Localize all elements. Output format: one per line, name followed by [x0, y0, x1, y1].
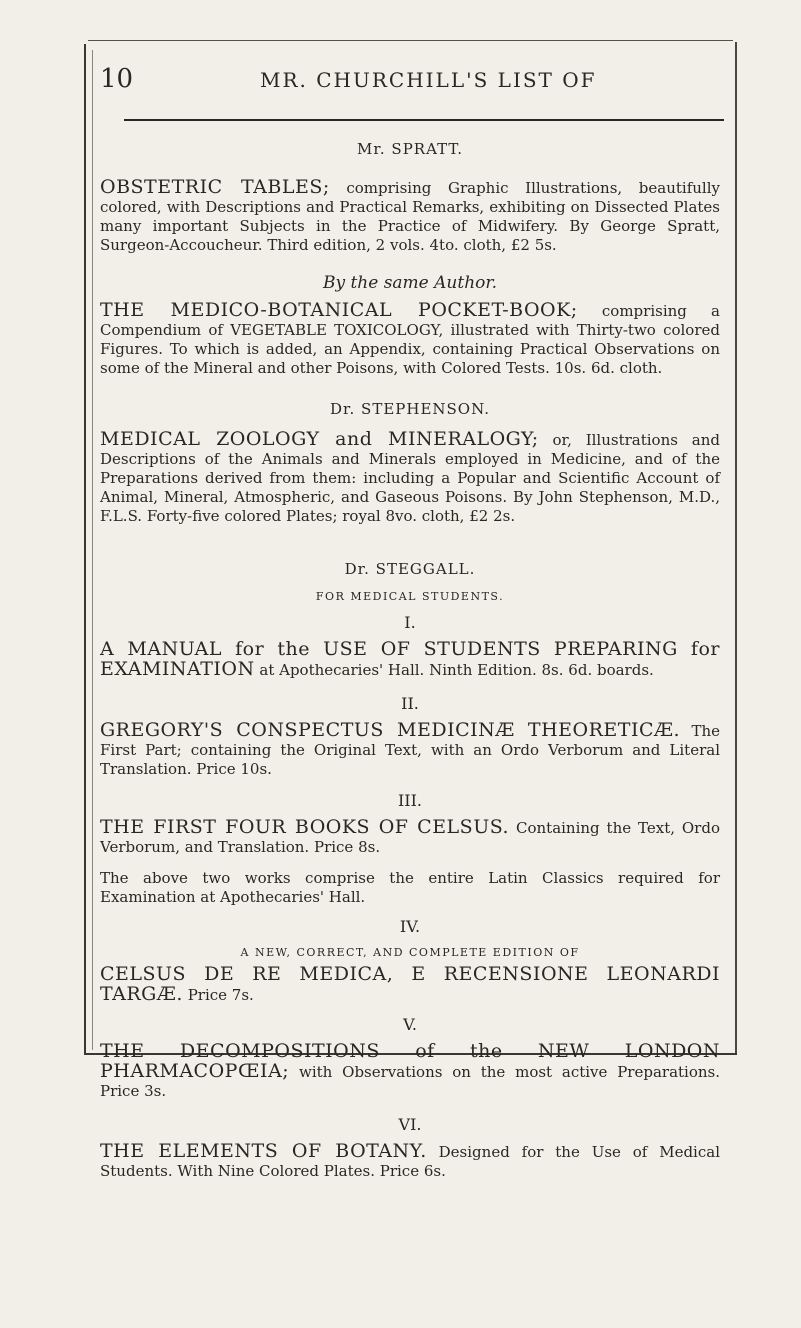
running-head: MR. CHURCHILL'S LIST OF — [260, 68, 597, 92]
entry-text: Designed for the Use of Medical Students. With Nine Colored Plates. Price 6s. — [100, 1143, 720, 1180]
entry-text: or, Illustrations and Descriptions of the Animals and Minerals employed in Medicine, and of the Preparations derived from them: including a Popular and Scientific Account of Animal, Mineral, Atmospheric, and Gaseous Poisons. By John Stephenson, M.D., F.L.S. Forty-five colored Plates; royal 8vo. cloth, £2 2s. — [100, 431, 721, 525]
entry-title: OBSTETRIC TABLES; — [100, 176, 330, 198]
item-numeral: II. — [401, 694, 419, 713]
frame-top-rule — [88, 40, 733, 41]
entry-gregory-conspectus — [100, 721, 720, 779]
entry-text: Price 7s. — [187, 986, 254, 1004]
frame-right-rule — [735, 42, 737, 1054]
author-heading-steggall: Dr. STEGGALL. — [344, 560, 476, 578]
entry-title: THE FIRST FOUR BOOKS OF CELSUS. — [100, 816, 510, 838]
entry-celsus-four-books — [100, 818, 720, 857]
entry-text: Containing the Text, Ordo Verborum, and Translation. Price 8s. — [100, 819, 720, 856]
author-heading-spratt: Mr. SPRATT. — [357, 140, 463, 158]
entry-text: comprising a Compendium of VEGETABLE TOXICOLOGY, illustrated with Thirty-two colored Figures. To which is added, an Appendix, containing Practical Observations on some of the Mineral and other Poisons, with Colored Tests. 10s. 6d. cloth. — [100, 302, 720, 377]
item-numeral: III. — [397, 791, 423, 810]
latin-classics-note: The above two works comprise the entire Latin Classics required for Examination at Apothecaries' Hall. — [100, 869, 720, 906]
edition-preface: A NEW, CORRECT, AND COMPLETE EDITION OF — [240, 946, 580, 959]
frame-left-rule — [84, 44, 86, 1054]
item-numeral: IV. — [399, 917, 421, 936]
entry-text: comprising Graphic Illustrations, beautifully colored, with Descriptions and Practical Remarks, exhibiting on Dissected Plates many important Subjects in the Practice of Midwifery. By George Spratt, Surgeon-Accoucheur. Third edition, 2 vols. 4to. cloth, £2 5s. — [100, 179, 720, 254]
item-numeral: VI. — [398, 1115, 422, 1134]
catalogue-content — [100, 140, 720, 1181]
entry-title: THE ELEMENTS OF BOTANY. — [100, 1140, 427, 1162]
entry-title: MEDICAL ZOOLOGY and MINERALOGY; — [100, 428, 539, 450]
entry-title: THE MEDICO-BOTANICAL POCKET-BOOK; — [100, 299, 578, 321]
item-numeral: I. — [404, 613, 416, 632]
entry-text: at Apothecaries' Hall. Ninth Edition. 8s. 6d. boards. — [259, 661, 654, 679]
entry-decompositions — [100, 1042, 720, 1101]
page-number: 10 — [100, 64, 134, 94]
author-heading-stephenson: Dr. STEPHENSON. — [329, 400, 491, 418]
entry-medico-botanical — [100, 301, 720, 378]
section-subtitle: FOR MEDICAL STUDENTS. — [315, 590, 505, 603]
entry-title: GREGORY'S CONSPECTUS MEDICINÆ THEORETICÆ. — [100, 719, 681, 741]
entry-manual-students — [100, 640, 720, 680]
header-rule — [124, 119, 724, 121]
entry-text: with Observations on the most active Preparations. Price 3s. — [100, 1063, 720, 1100]
frame-inner-left-rule — [92, 50, 93, 1050]
entry-elements-of-botany — [100, 1142, 720, 1181]
entry-title: THE DECOMPOSITIONS of the NEW LONDON PHARMACOPŒIA; — [100, 1040, 720, 1082]
byline: By the same Author. — [322, 273, 498, 293]
entry-title: A MANUAL for the USE OF STUDENTS PREPARING for EXAMINATION — [100, 638, 720, 680]
entry-medical-zoology — [100, 430, 720, 526]
page-header — [100, 64, 730, 104]
entry-title: CELSUS DE RE MEDICA, E RECENSIONE LEONARDI TARGÆ. — [100, 963, 720, 1005]
item-numeral: V. — [403, 1015, 417, 1034]
entry-text: The First Part; containing the Original Text, with an Ordo Verborum and Literal Translation. Price 10s. — [100, 722, 720, 778]
entry-celsus-de-re-medica — [100, 965, 720, 1005]
entry-obstetric-tables — [100, 178, 720, 255]
